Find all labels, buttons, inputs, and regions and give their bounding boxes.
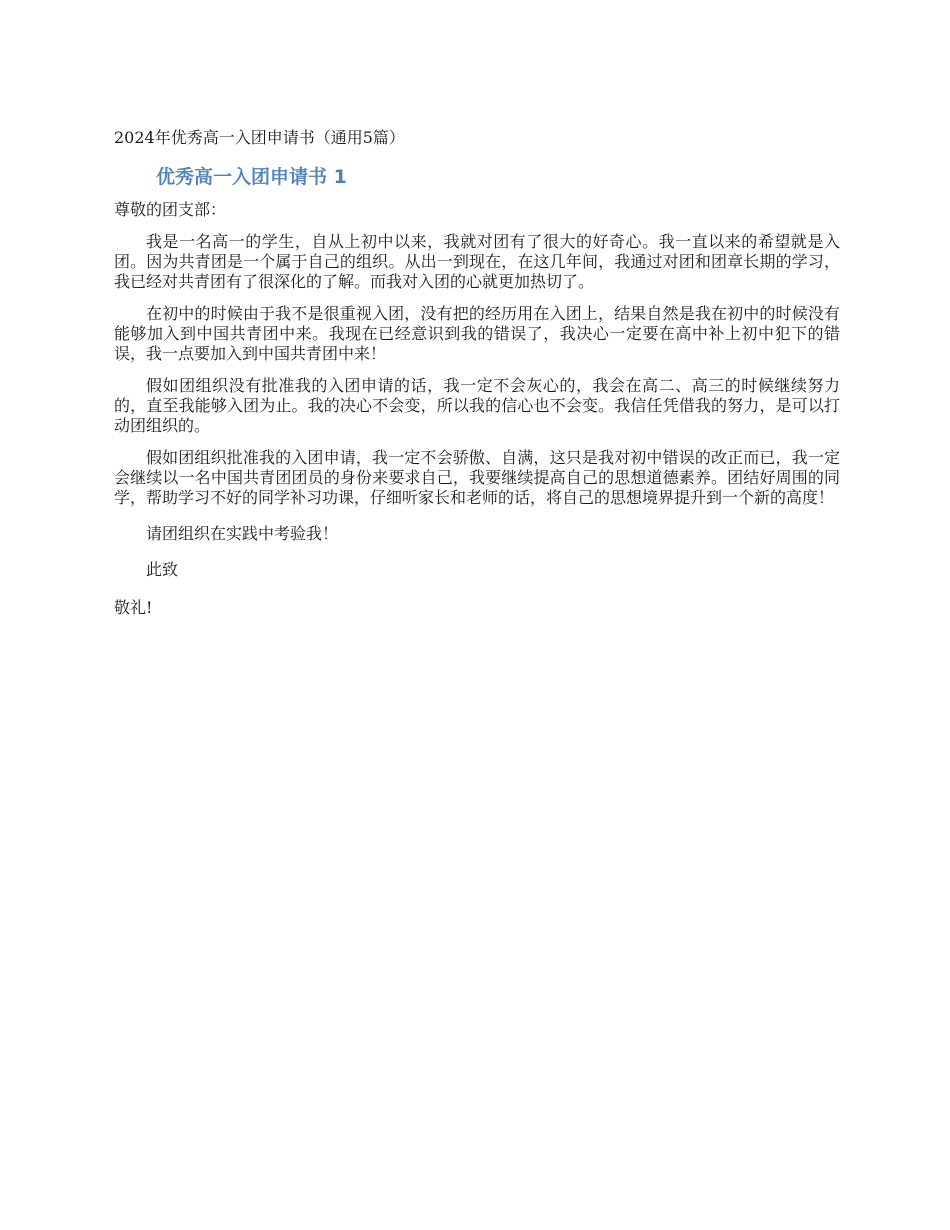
document-body [114, 126, 840, 618]
body-paragraph-4: 假如团组织批准我的入团申请，我一定不会骄傲、自满，这只是我对初中错误的改正而已，我一定会继续以一名中国共青团团员的身份来要求自己，我要继续提高自己的思想道德素养。团结好周围的同学，帮助学习不好的同学补习功课，仔细听家长和老师的话，将自己的思想境界提升到一个新的高度！ [114, 448, 840, 507]
section-heading: 优秀高一入团申请书 1 [156, 166, 347, 188]
salutation: 尊敬的团支部： [114, 200, 227, 219]
body-paragraph-3: 假如团组织没有批准我的入团申请的话，我一定不会灰心的，我会在高二、高三的时候继续努力的，直至我能够入团为止。我的决心不会变，所以我的信心也不会变。我信任凭借我的努力，是可以打动团组织的。 [114, 376, 840, 435]
body-paragraph-6: 此致 [146, 560, 179, 579]
body-paragraph-5: 请团组织在实践中考验我！ [146, 524, 339, 543]
body-paragraph-2: 在初中的时候由于我不是很重视入团，没有把的经历用在入团上，结果自然是我在初中的时候没有能够加入到中国共青团中来。我现在已经意识到我的错误了，我决心一定要在高中补上初中犯下的错误，我一点要加入到中国共青团中来！ [114, 304, 840, 363]
closing-line: 敬礼! [114, 598, 153, 617]
body-paragraph-1: 我是一名高一的学生，自从上初中以来，我就对团有了很大的好奇心。我一直以来的希望就是入团。因为共青团是一个属于自己的组织。从出一到现在，在这几年间，我通过对团和团章长期的学习，我已经对共青团有了很深化的了解。而我对入团的心就更加热切了。 [114, 232, 840, 291]
document-title: 2024年优秀高一入团申请书（通用5篇） [114, 128, 405, 147]
